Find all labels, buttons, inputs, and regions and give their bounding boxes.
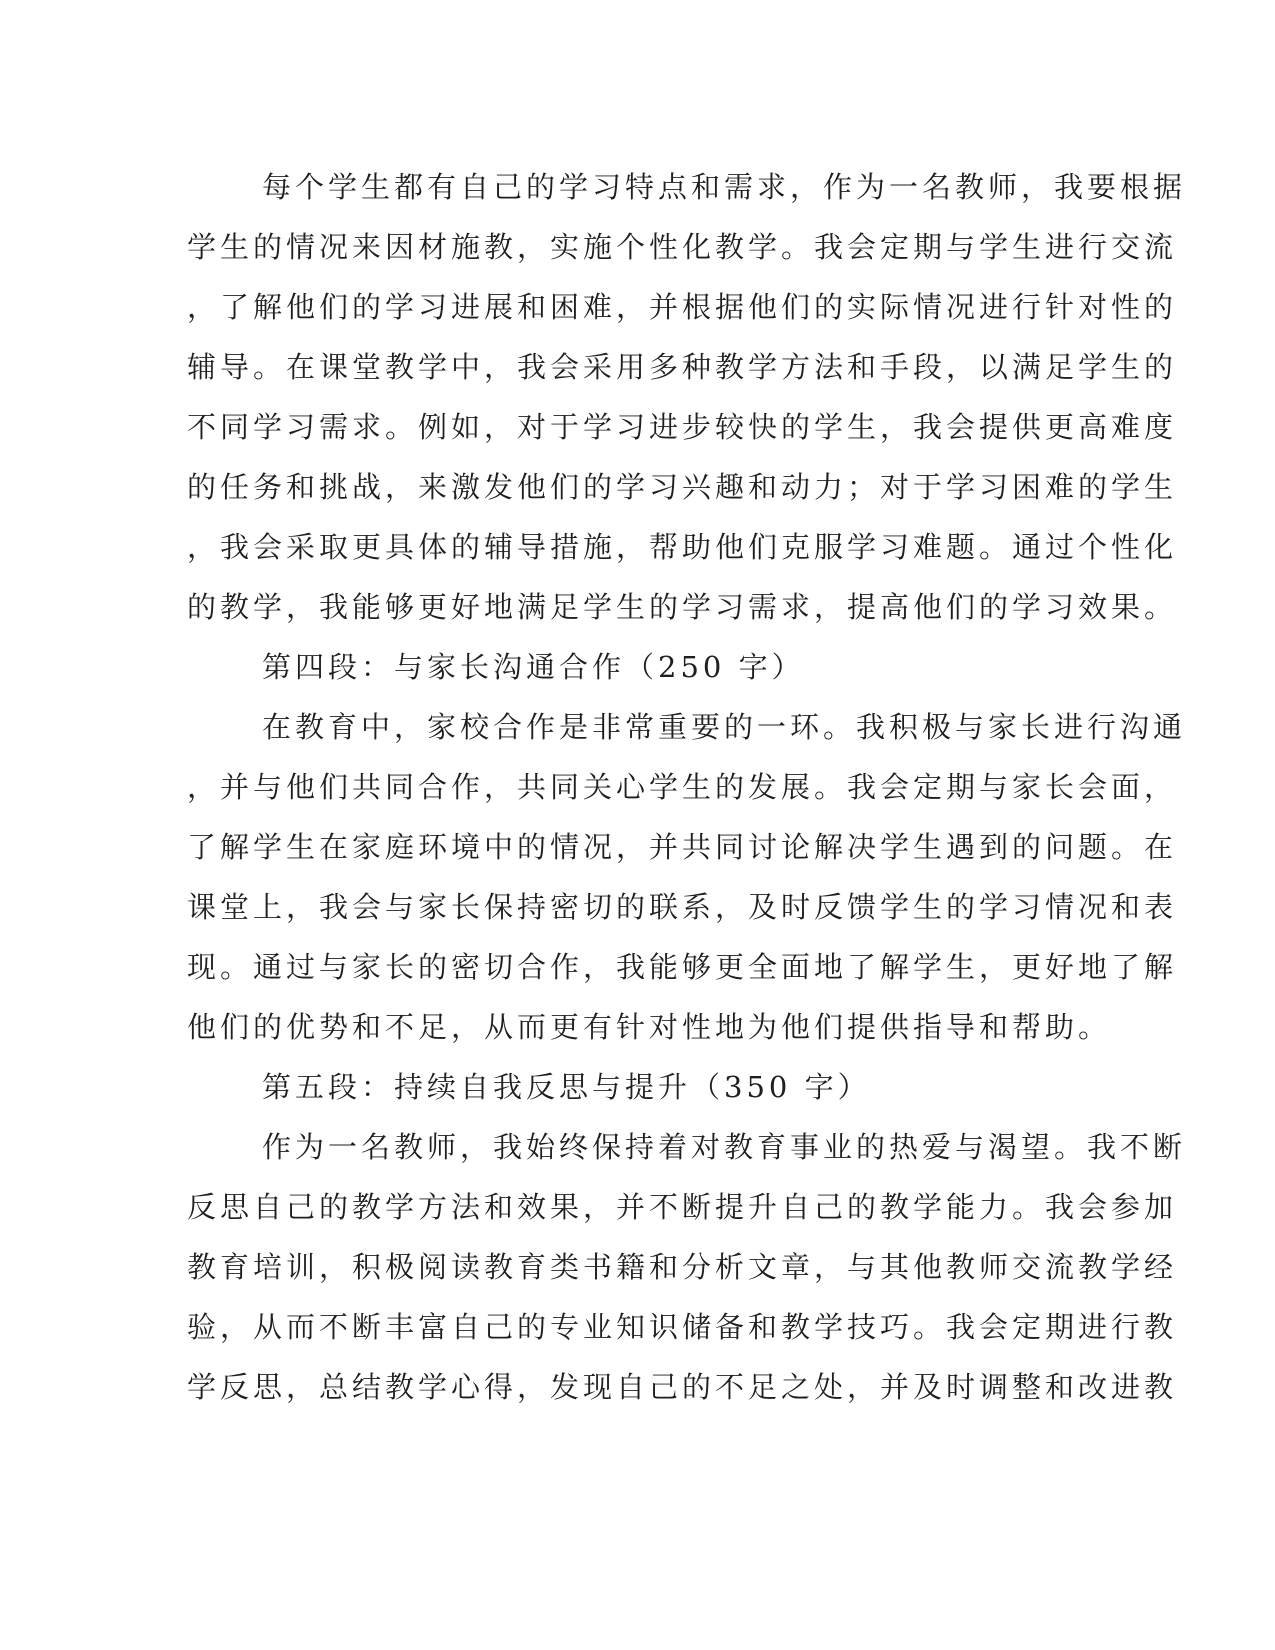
paragraph-line: 反思自己的教学方法和效果，并不断提升自己的教学能力。我会参加 (187, 1190, 1178, 1224)
paragraph-line: 他们的优势和不足，从而更有针对性地为他们提供指导和帮助。 (187, 1010, 1112, 1044)
paragraph-line: 的任务和挑战，来激发他们的学习兴趣和动力；对于学习困难的学生 (187, 470, 1178, 504)
paragraph-line: 的教学，我能够更好地满足学生的学习需求，提高他们的学习效果。 (187, 590, 1178, 624)
paragraph-line: 现。通过与家长的密切合作，我能够更全面地了解学生，更好地了解 (187, 950, 1178, 984)
section-heading: 第四段：与家长沟通合作（250 字） (262, 650, 805, 684)
paragraph-line: ，我会采取更具体的辅导措施，帮助他们克服学习难题。通过个性化 (187, 530, 1178, 564)
paragraph-line: 了解学生在家庭环境中的情况，并共同讨论解决学生遇到的问题。在 (187, 830, 1178, 864)
paragraph-line: 作为一名教师，我始终保持着对教育事业的热爱与渴望。我不断 (262, 1130, 1187, 1164)
paragraph-line: 学反思，总结教学心得，发现自己的不足之处，并及时调整和改进教 (187, 1370, 1178, 1404)
section-heading: 第五段：持续自我反思与提升（350 字） (262, 1070, 871, 1104)
paragraph-line: 教育培训，积极阅读教育类书籍和分析文章，与其他教师交流教学经 (187, 1250, 1178, 1284)
paragraph-line: 课堂上，我会与家长保持密切的联系，及时反馈学生的学习情况和表 (187, 890, 1178, 924)
paragraph-line: 辅导。在课堂教学中，我会采用多种教学方法和手段，以满足学生的 (187, 350, 1178, 384)
paragraph-line: 不同学习需求。例如，对于学习进步较快的学生，我会提供更高难度 (187, 410, 1178, 444)
paragraph-line: 每个学生都有自己的学习特点和需求，作为一名教师，我要根据 (262, 170, 1187, 204)
paragraph-line: 学生的情况来因材施教，实施个性化教学。我会定期与学生进行交流 (187, 230, 1178, 264)
document-body (187, 157, 1187, 1417)
paragraph-line: 在教育中，家校合作是非常重要的一环。我积极与家长进行沟通 (262, 710, 1187, 744)
paragraph-line: 验，从而不断丰富自己的专业知识储备和教学技巧。我会定期进行教 (187, 1310, 1178, 1344)
paragraph-line: ，了解他们的学习进展和困难，并根据他们的实际情况进行针对性的 (187, 290, 1178, 324)
paragraph-line: ，并与他们共同合作，共同关心学生的发展。我会定期与家长会面， (187, 770, 1178, 804)
